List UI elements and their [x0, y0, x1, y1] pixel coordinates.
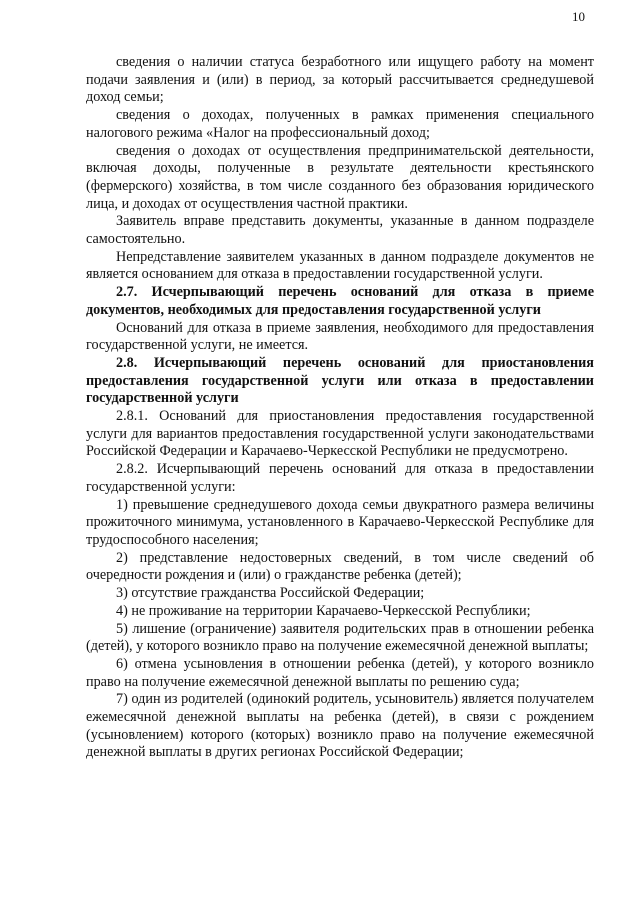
list-item: 3) отсутствие гражданства Российской Федерации; [116, 585, 425, 602]
list-item: 4) не проживание на территории Карачаево-Черкесской Республики; [116, 602, 531, 619]
paragraph: Оснований для отказа в приеме заявления, необходимого для предоставления государственной услуги, не имеется. [86, 319, 594, 354]
paragraph: Заявитель вправе представить документы, указанные в данном подразделе самостоятельно. [86, 213, 594, 248]
list-item: 6) отмена усыновления в отношении ребенка (детей), у которого возникло право на получение ежемесячной денежной выплаты по решению суда; [86, 655, 594, 690]
paragraph: сведения о доходах, полученных в рамках применения специального налогового режима «Налог на профессиональный доход; [86, 107, 594, 141]
paragraph: 2.8.1. Оснований для приостановления предоставления государственной услуги для вариантов предоставления государственной услуги законодательствами Российской Федерации и Карачаево-Черкесской Республики не предусмотрено. [86, 408, 594, 460]
list-item: 7) один из родителей (одинокий родитель, усыновитель) является получателем ежемесячной денежной выплаты на ребенка (детей), в связи с рождением (усыновлением) которого (которых) возникло право на получение ежемесячной денежной выплаты в других регионах Российской Федерации; [86, 691, 594, 761]
paragraph: 2.8.2. Исчерпывающий перечень оснований для отказа в предоставлении государственной услуги: [86, 461, 594, 495]
document-body [86, 54, 594, 762]
list-item: 1) превышение среднедушевого дохода семьи двукратного размера величины прожиточного минимума, установленного в Карачаево-Черкесской Республике для трудоспособного населения; [86, 496, 594, 548]
list-item: 2) представление недостоверных сведений, в том числе сведений об очередности рождения и (или) о гражданстве ребенка (детей); [86, 549, 594, 584]
list-item: 5) лишение (ограничение) заявителя родительских прав в отношении ребенка (детей), у которого возникло право на получение ежемесячной денежной выплаты; [86, 620, 594, 655]
section-heading: 2.7. Исчерпывающий перечень оснований для отказа в приеме документов, необходимых для предоставления государственной услуги [86, 284, 594, 318]
paragraph: сведения о доходах от осуществления предпринимательской деятельности, включая доходы, полученные в результате деятельности крестьянского (фермерского) хозяйства, в том числе созданного без образования юридического лица, и доходах от осуществления частной практики. [86, 142, 594, 212]
paragraph: Непредставление заявителем указанных в данном подразделе документов не является основанием для отказа в предоставлении государственной услуги. [86, 248, 594, 283]
paragraph: сведения о наличии статуса безработного или ищущего работу на момент подачи заявления и (или) в период, за который рассчитывается среднедушевой доход семьи; [86, 54, 594, 106]
section-heading: 2.8. Исчерпывающий перечень оснований для приостановления предоставления государственной услуги или отказа в предоставлении государственной услуги [86, 354, 594, 407]
page-number: 10 [572, 9, 585, 24]
